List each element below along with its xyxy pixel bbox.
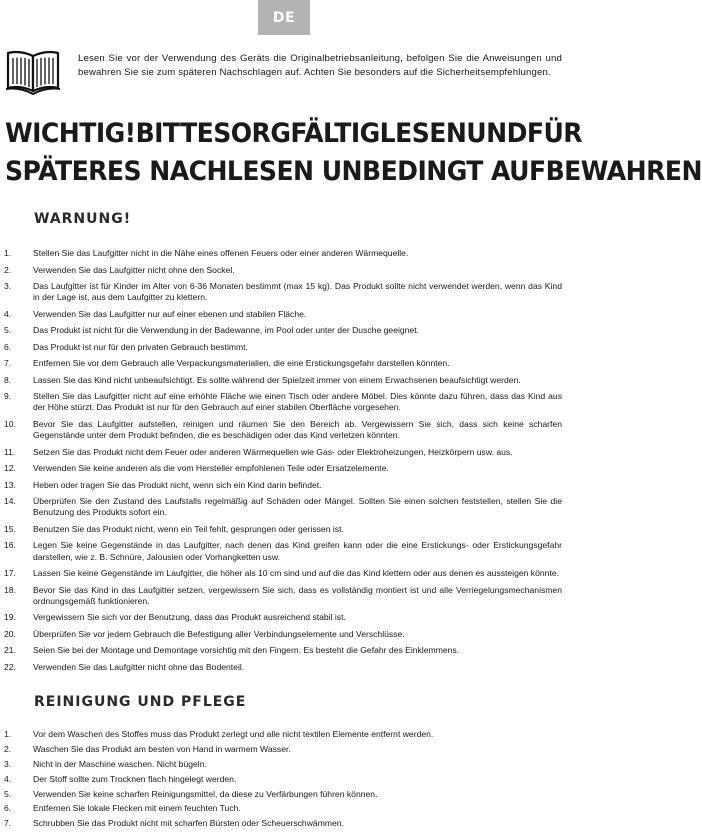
list-item bbox=[0, 248, 565, 259]
item-number: 9. bbox=[4, 391, 12, 402]
item-number: 3. bbox=[4, 281, 12, 291]
item-number: 22. bbox=[4, 661, 16, 672]
item-text: Der Stoff sollte zum Trocknen flach hingelegt werden. bbox=[33, 773, 237, 784]
headline-line-1 bbox=[5, 115, 583, 153]
list-item bbox=[0, 803, 565, 814]
list-item bbox=[0, 309, 565, 320]
headline-word: SORGFÄLTIG bbox=[213, 118, 380, 149]
item-text: Vor dem Waschen des Stoffes muss das Produkt zerlegt und alle nicht textilen Elemente entfernt werden. bbox=[33, 729, 434, 739]
item-number: 13. bbox=[4, 479, 16, 490]
warning-list bbox=[0, 248, 565, 673]
list-item bbox=[0, 774, 565, 785]
list-item bbox=[0, 540, 565, 562]
item-text: Lassen Sie keine Gegenstände im Laufgitter, die höher als 10 cm sind und auf die das Kind klettern oder aus denen es aussteigen könnte. bbox=[33, 568, 559, 579]
headline-line-2: SPÄTERES NACHLESEN UNBEDINGT AUFBEWAHREN bbox=[5, 156, 702, 187]
headline-word: FÜR bbox=[526, 118, 583, 149]
item-number: 8. bbox=[4, 374, 12, 385]
item-text: Schrubben Sie das Produkt nicht mit scharfen Bürsten oder Scheuerschwämmen. bbox=[33, 818, 344, 829]
list-item bbox=[0, 568, 565, 579]
list-item bbox=[0, 612, 565, 623]
language-tab: DE bbox=[258, 0, 310, 35]
item-number: 10. bbox=[4, 418, 16, 429]
headline-word: LESEN bbox=[379, 118, 467, 149]
item-number: 12. bbox=[4, 463, 16, 474]
list-item bbox=[0, 496, 565, 518]
item-text: Überprüfen Sie den Zustand des Laufstalls regelmäßig auf Schäden oder Mängel. Sollten Sie einen solchen feststellen, stellen Sie die Benutzung des Produkts sofort ein. bbox=[33, 496, 562, 518]
list-item bbox=[0, 524, 565, 535]
item-number: 11. bbox=[4, 446, 16, 457]
item-text: Vergewissern Sie sich vor der Benutzung, dass das Produkt ausreichend stabil ist. bbox=[33, 612, 346, 623]
item-text: Verwenden Sie keine scharfen Reinigungsmittel, da diese zu Verfärbungen führen können. bbox=[33, 788, 378, 799]
item-text: Bevor Sie das Laufgitter aufstellen, reinigen und räumen Sie den Bereich ab. Vergewissern Sie sich, dass sich keine scharfen Gegenstände unter dem Produkt befinden, die es beschädigen oder das Kind verletzen könnten. bbox=[33, 418, 562, 441]
cleaning-list bbox=[0, 729, 565, 830]
item-text: Das Laufgitter ist für Kinder im Alter von 6-36 Monaten bestimmt (max 15 kg). Das Produkt sollte nicht verwendet werden, wenn das Kind in der Lage ist, aus dem Laufgitter zu klettern. bbox=[33, 281, 562, 303]
list-item bbox=[0, 818, 565, 829]
item-text: Nicht in der Maschine waschen. Nicht bügeln. bbox=[33, 758, 207, 769]
item-number: 17. bbox=[4, 568, 16, 579]
item-text: Verwenden Sie das Laufgitter nicht ohne das Bodenteil. bbox=[33, 661, 245, 672]
list-item bbox=[0, 729, 565, 740]
list-item bbox=[0, 645, 565, 656]
open-book-icon bbox=[4, 49, 62, 95]
item-number: 2. bbox=[4, 743, 12, 754]
item-number: 16. bbox=[4, 540, 16, 551]
list-item bbox=[0, 789, 565, 800]
intro-paragraph: Lesen Sie vor der Verwendung des Geräts die Originalbetriebsanleitung, befolgen Sie die Anweisungen und bewahren Sie sie zum späteren Nachschlagen auf. Achten Sie besonders auf die Sicherheitsempfehlungen. bbox=[78, 53, 562, 78]
item-text: Entfernen Sie lokale Flecken mit einem feuchten Tuch. bbox=[33, 803, 241, 814]
item-number: 6. bbox=[4, 341, 12, 352]
item-text: Benutzen Sie das Produkt nicht, wenn ein Teil fehlt, gesprungen oder gerissen ist. bbox=[33, 523, 344, 534]
headline-word: UND bbox=[466, 118, 527, 149]
item-number: 19. bbox=[4, 612, 16, 623]
item-text: Legen Sie keine Gegenstände in das Laufgitter, nach denen das Kind greifen kann oder die eine Erstickungs- oder Erstickungsgefahr darstellen, wie z. B. Schnüre, Jalousien oder Vorhangketten usw. bbox=[33, 540, 562, 562]
list-item bbox=[0, 375, 565, 386]
item-number: 15. bbox=[4, 523, 16, 534]
item-number: 14. bbox=[4, 496, 16, 507]
item-text: Das Produkt ist nur für den privaten Gebrauch bestimmt. bbox=[33, 341, 248, 352]
list-item bbox=[0, 342, 565, 353]
list-item bbox=[0, 447, 565, 458]
headline-word: BITTE bbox=[135, 118, 214, 149]
item-text: Seien Sie bei der Montage und Demontage vorsichtig mit den Fingern. Es besteht die Gefahr des Einklemmens. bbox=[33, 645, 460, 656]
cleaning-title: REINIGUNG UND PFLEGE bbox=[34, 694, 247, 710]
list-item bbox=[0, 358, 565, 369]
list-item bbox=[0, 463, 565, 474]
item-number: 1. bbox=[4, 248, 12, 258]
list-item bbox=[0, 759, 565, 770]
item-text: Das Produkt ist nicht für die Verwendung in der Badewanne, im Pool oder unter der Dusche geeignet. bbox=[33, 325, 419, 336]
item-number: 18. bbox=[4, 584, 16, 595]
list-item bbox=[0, 662, 565, 673]
item-text: Verwenden Sie das Laufgitter nicht ohne den Sockel. bbox=[33, 264, 235, 275]
item-text: Heben oder tragen Sie das Produkt nicht, wenn sich ein Kind darin befindet. bbox=[33, 479, 322, 490]
item-text: Stellen Sie das Laufgitter nicht auf eine erhöhte Fläche wie einen Tisch oder andere Möbel. Dies könnte dazu führen, dass das Kind aus der Höhe stürzt. Das Produkt ist nur für den Gebrauch auf einer stabilen Oberfläche vorgesehen. bbox=[33, 391, 562, 413]
item-text: Entfernen Sie vor dem Gebrauch alle Verpackungsmaterialien, die eine Erstickungsgefahr darstellen könnten. bbox=[33, 358, 450, 369]
item-number: 21. bbox=[4, 645, 16, 656]
item-number: 1. bbox=[4, 729, 12, 739]
item-number: 2. bbox=[4, 264, 12, 275]
list-item bbox=[0, 265, 565, 276]
item-number: 4. bbox=[4, 773, 12, 784]
item-number: 5. bbox=[4, 325, 12, 336]
important-headline bbox=[5, 115, 702, 191]
list-item bbox=[0, 281, 565, 303]
list-item bbox=[0, 419, 565, 441]
item-text: Stellen Sie das Laufgitter nicht in die Nähe eines offenen Feuers oder einer anderen Wärmequelle. bbox=[33, 248, 409, 258]
item-number: 3. bbox=[4, 758, 12, 769]
item-text: Setzen Sie das Produkt nicht dem Feuer oder anderen Wärmequellen wie Gas- oder Elektroheizungen, Heizkörpern usw. aus. bbox=[33, 446, 513, 457]
item-number: 5. bbox=[4, 788, 12, 799]
item-number: 7. bbox=[4, 358, 12, 369]
headline-word: WICHTIG! bbox=[5, 118, 136, 149]
item-number: 7. bbox=[4, 818, 12, 829]
item-text: Bevor Sie das Kind in das Laufgitter setzen, vergewissern Sie sich, dass es vollständig montiert ist und alle Verriegelungsmechanismen ordnungsgemäß funktionieren. bbox=[33, 584, 562, 606]
list-item bbox=[0, 391, 565, 413]
item-text: Verwenden Sie keine anderen als die vom Hersteller empfohlenen Teile oder Ersatzelemente. bbox=[33, 463, 389, 474]
list-item bbox=[0, 744, 565, 755]
item-number: 6. bbox=[4, 803, 12, 814]
item-text: Überprüfen Sie vor jedem Gebrauch die Befestigung aller Verbindungselemente und Verschlüsse. bbox=[33, 628, 405, 639]
list-item bbox=[0, 629, 565, 640]
warning-title: WARNUNG! bbox=[34, 211, 132, 227]
item-number: 20. bbox=[4, 628, 16, 639]
item-text: Verwenden Sie das Laufgitter nur auf einer ebenen und stabilen Fläche. bbox=[33, 308, 307, 319]
item-number: 4. bbox=[4, 308, 12, 319]
list-item bbox=[0, 480, 565, 491]
list-item bbox=[0, 325, 565, 336]
list-item bbox=[0, 585, 565, 607]
item-text: Waschen Sie das Produkt am besten von Hand in warmem Wasser. bbox=[33, 743, 291, 754]
item-text: Lassen Sie das Kind nicht unbeaufsichtigt. Es sollte während der Spielzeit immer von einem Erwachsenen beaufsichtigt werden. bbox=[33, 374, 521, 385]
